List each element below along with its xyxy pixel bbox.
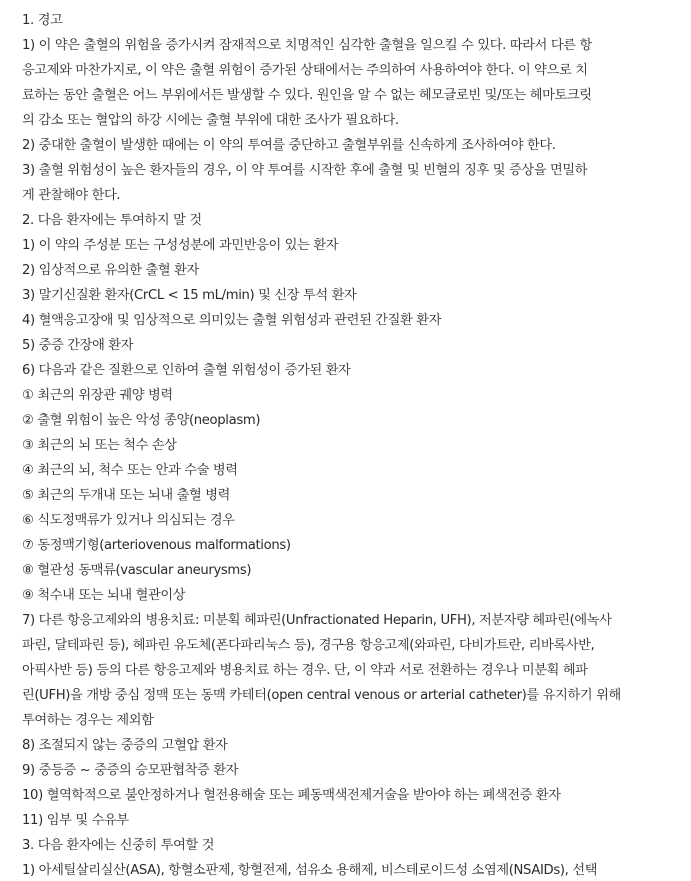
section-heading-caution: 3. 다음 환자에는 신중히 투여할 것 xyxy=(22,838,215,853)
sub-list-item: ⑥ 식도정맥류가 있거나 의심되는 경우 xyxy=(22,513,235,528)
paragraph-line: 린(UFH)을 개방 중심 정맥 또는 동맥 카테터(open central venous or arterial catheter)를 유지하기 위해 xyxy=(22,688,621,703)
list-item: 9) 중등증 ~ 중증의 승모판협착증 환자 xyxy=(22,763,239,778)
sub-list-item: ⑨ 척수내 또는 뇌내 혈관이상 xyxy=(22,588,186,603)
sub-list-item: ⑦ 동정맥기형(arteriovenous malformations) xyxy=(22,538,291,553)
list-item: 8) 조절되지 않는 중증의 고혈압 환자 xyxy=(22,738,228,753)
paragraph-line: 3) 출혈 위험성이 높은 환자들의 경우, 이 약 투여를 시작한 후에 출혈 및 빈혈의 징후 및 증상을 면밀하 xyxy=(22,163,588,178)
list-item: 5) 중증 간장애 환자 xyxy=(22,338,134,353)
list-item: 3) 말기신질환 환자(CrCL < 15 mL/min) 및 신장 투석 환자 xyxy=(22,288,357,303)
list-item: 4) 혈액응고장애 및 임상적으로 의미있는 출혈 위험성과 관련된 간질환 환자 xyxy=(22,313,442,328)
paragraph-line: 의 감소 또는 혈압의 하강 시에는 출혈 부위에 대한 조사가 필요하다. xyxy=(22,113,399,128)
list-item: 10) 혈역학적으로 불안정하거나 혈전용해술 또는 폐동맥색전제거술을 받아야 하는 폐색전증 환자 xyxy=(22,788,561,803)
list-item: 2) 임상적으로 유의한 출혈 환자 xyxy=(22,263,199,278)
paragraph-line: 게 관찰해야 한다. xyxy=(22,188,121,203)
paragraph-line: 료하는 동안 출혈은 어느 부위에서든 발생할 수 있다. 원인을 알 수 없는 헤모글로빈 및/또는 헤마토크릿 xyxy=(22,88,592,103)
sub-list-item: ⑤ 최근의 두개내 또는 뇌내 출혈 병력 xyxy=(22,488,230,503)
sub-list-item: ② 출혈 위험이 높은 악성 종양(neoplasm) xyxy=(22,413,261,428)
sub-list-item: ⑧ 혈관성 동맥류(vascular aneurysms) xyxy=(22,563,252,578)
section-heading-warning: 1. 경고 xyxy=(22,13,63,28)
list-item: 1) 이 약의 주성분 또는 구성성분에 과민반응이 있는 환자 xyxy=(22,238,339,253)
paragraph-line: 1) 아세틸살리실산(ASA), 항혈소판제, 항혈전제, 섬유소 용해제, 비스테로이드성 소염제(NSAIDs), 선택 xyxy=(22,863,598,878)
paragraph-line: 파린, 달테파린 등), 헤파린 유도체(폰다파리눅스 등), 경구용 항응고제(와파린, 다비가트란, 리바록사반, xyxy=(22,638,595,653)
sub-list-item: ③ 최근의 뇌 또는 척수 손상 xyxy=(22,438,177,453)
paragraph-line: 7) 다른 항응고제와의 병용치료: 미분획 헤파린(Unfractionated Heparin, UFH), 저분자량 헤파린(에녹사 xyxy=(22,613,612,628)
paragraph-line: 1) 이 약은 출혈의 위험을 증가시켜 잠재적으로 치명적인 심각한 출혈을 일으킬 수 있다. 따라서 다른 항 xyxy=(22,38,592,53)
sub-list-item: ① 최근의 위장관 궤양 병력 xyxy=(22,388,173,403)
paragraph-line: 아픽사반 등) 등의 다른 항응고제와 병용치료 하는 경우. 단, 이 약과 서로 전환하는 경우나 미분획 헤파 xyxy=(22,663,588,678)
paragraph-line: 투여하는 경우는 제외함 xyxy=(22,713,154,728)
sub-list-item: ④ 최근의 뇌, 척수 또는 안과 수술 병력 xyxy=(22,463,238,478)
section-heading-contraindications: 2. 다음 환자에는 투여하지 말 것 xyxy=(22,213,202,228)
list-item: 6) 다음과 같은 질환으로 인하여 출혈 위험성이 증가된 환자 xyxy=(22,363,351,378)
list-item: 11) 임부 및 수유부 xyxy=(22,813,129,828)
paragraph-line: 응고제와 마찬가지로, 이 약은 출혈 위험이 증가된 상태에서는 주의하여 사용하여야 한다. 이 약으로 치 xyxy=(22,63,588,78)
paragraph-line: 2) 중대한 출혈이 발생한 때에는 이 약의 투여를 중단하고 출혈부위를 신속하게 조사하여야 한다. xyxy=(22,138,556,153)
